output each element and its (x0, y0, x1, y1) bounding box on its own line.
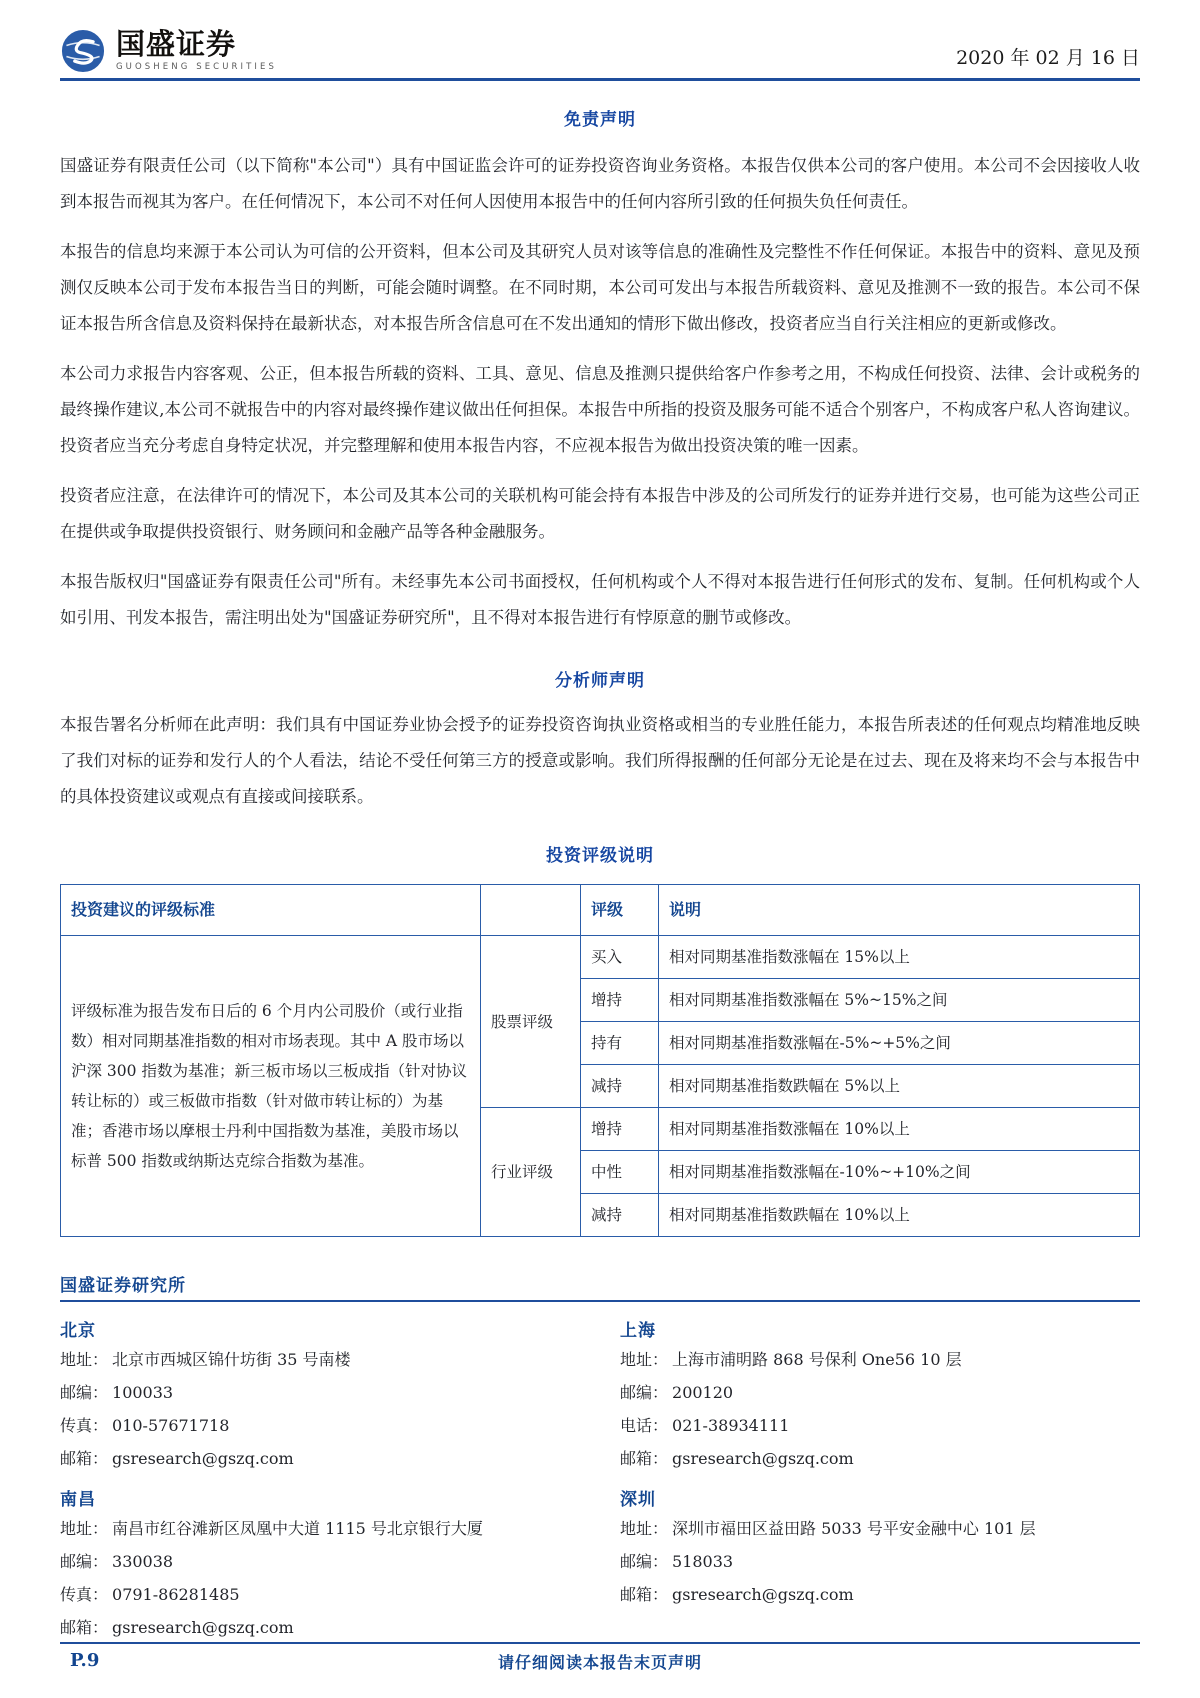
rating-description: 相对同期基准指数涨幅在-10%~+10%之间 (659, 1151, 1140, 1194)
contact-label: 邮编： (60, 1383, 109, 1402)
contact-label: 传真： (60, 1585, 109, 1604)
contact-value: 南昌市红谷滩新区凤凰中大道 1115 号北京银行大厦 (112, 1519, 483, 1538)
contact-line (60, 1442, 600, 1475)
table-header-criteria: 投资建议的评级标准 (61, 885, 481, 936)
contact-line (620, 1376, 1140, 1409)
rating-grade: 增持 (581, 1108, 659, 1151)
contact-label: 邮箱： (60, 1449, 109, 1468)
contact-line (60, 1409, 600, 1442)
contact-office-beijing (60, 1306, 600, 1475)
contact-value: 0791-86281485 (112, 1585, 240, 1604)
page-content (60, 0, 1140, 1644)
office-city: 深圳 (620, 1490, 656, 1510)
contact-label: 邮编： (620, 1383, 669, 1402)
contact-value: 100033 (112, 1383, 174, 1402)
contact-line (620, 1409, 1140, 1442)
contact-value: 200120 (672, 1383, 734, 1402)
contact-label: 邮编： (620, 1552, 669, 1571)
disclaimer-paragraph: 本报告的信息均来源于本公司认为可信的公开资料，但本公司及其研究人员对该等信息的准确性及完整性不作任何保证。本报告中的资料、意见及预测仅反映本公司于发布本报告当日的判断，可能会随时调整。在不同时期，本公司可发出与本报告所载资料、意见及推测不一致的报告。本公司不保证本报告所含信息及资料保持在最新状态，对本报告所含信息可在不发出通知的情形下做出修改，投资者应当自行关注相应的更新或修改。 (60, 242, 1140, 333)
rating-grade: 增持 (581, 979, 659, 1022)
table-header-description: 说明 (659, 885, 1140, 936)
rating-description: 相对同期基准指数涨幅在 15%以上 (659, 936, 1140, 979)
rating-description: 相对同期基准指数涨幅在-5%~+5%之间 (659, 1022, 1140, 1065)
contact-line (60, 1512, 600, 1545)
contact-email[interactable]: gsresearch@gszq.com (112, 1449, 294, 1468)
brand-name-cn: 国盛证券 (116, 27, 237, 62)
contact-label: 地址： (620, 1350, 669, 1369)
contact-label: 电话： (620, 1416, 669, 1435)
analyst-statement-body (60, 707, 1140, 815)
contacts-grid (60, 1306, 1140, 1644)
footer-note: 请仔细阅读本报告末页声明 (497, 1653, 702, 1672)
contact-email[interactable]: gsresearch@gszq.com (672, 1585, 854, 1604)
investment-rating-table (60, 884, 1140, 1237)
rating-grade: 持有 (581, 1022, 659, 1065)
disclaimer-paragraph: 国盛证券有限责任公司（以下简称"本公司"）具有中国证监会许可的证券投资咨询业务资格。本报告仅供本公司的客户使用。本公司不会因接收人收到本报告而视其为客户。在任何情况下，本公司不对任何人因使用本报告中的任何内容所引致的任何损失负任何责任。 (60, 156, 1140, 211)
office-city: 上海 (620, 1321, 656, 1341)
report-date: 2020 年 02 月 16 日 (956, 47, 1140, 69)
contact-value: 上海市浦明路 868 号保利 One56 10 层 (672, 1350, 962, 1369)
table-header-group (481, 885, 581, 936)
contact-label: 邮箱： (620, 1449, 669, 1468)
rating-group-stock: 股票评级 (481, 936, 581, 1108)
contact-office-shanghai (600, 1306, 1140, 1475)
rating-group-industry: 行业评级 (481, 1108, 581, 1237)
table-header-grade: 评级 (581, 885, 659, 936)
contact-label: 地址： (60, 1519, 109, 1538)
rating-grade: 中性 (581, 1151, 659, 1194)
contact-line (620, 1343, 1140, 1376)
company-logo (60, 28, 277, 74)
rating-grade: 减持 (581, 1065, 659, 1108)
contact-label: 邮编： (60, 1552, 109, 1571)
contact-line (60, 1376, 600, 1409)
contact-value: 330038 (112, 1552, 174, 1571)
header-divider (60, 78, 1140, 81)
rating-table-title: 投资评级说明 (546, 846, 654, 866)
contact-line (620, 1512, 1140, 1545)
contact-value: 010-57671718 (112, 1416, 230, 1435)
table-row (61, 936, 1140, 979)
rating-description: 相对同期基准指数跌幅在 10%以上 (659, 1194, 1140, 1237)
contact-value: 021-38934111 (672, 1416, 790, 1435)
contact-label: 邮箱： (620, 1585, 669, 1604)
contact-line (60, 1545, 600, 1578)
contact-line (620, 1545, 1140, 1578)
contacts-divider (60, 1300, 1140, 1302)
contact-office-shenzhen (600, 1475, 1140, 1644)
rating-criteria-text: 评级标准为报告发布日后的 6 个月内公司股价（或行业指数）相对同期基准指数的相对市场表现。其中 A 股市场以沪深 300 指数为基准；新三板市场以三板成指（针对协议转让标的）或三板做市指数（针对做市转让标的）为基准；香港市场以摩根士丹利中国指数为基准，美股市场以标普 500 指数或纳斯达克综合指数为基准。 (61, 936, 481, 1237)
contact-label: 邮箱： (60, 1618, 109, 1637)
contact-label: 地址： (620, 1519, 669, 1538)
disclaimer-paragraph: 投资者应注意，在法律许可的情况下，本公司及其本公司的关联机构可能会持有本报告中涉及的公司所发行的证券并进行交易，也可能为这些公司正在提供或争取提供投资银行、财务顾问和金融产品等各种金融服务。 (60, 486, 1140, 541)
contact-label: 地址： (60, 1350, 109, 1369)
contact-email[interactable]: gsresearch@gszq.com (672, 1449, 854, 1468)
research-institute-name: 国盛证券研究所 (60, 1276, 186, 1296)
brand-text (116, 27, 278, 73)
contact-value: 518033 (672, 1552, 734, 1571)
table-header-row (61, 885, 1140, 936)
rating-description: 相对同期基准指数涨幅在 5%~15%之间 (659, 979, 1140, 1022)
contact-value: 北京市西城区锦什坊街 35 号南楼 (112, 1350, 351, 1369)
footer-row (60, 1650, 1140, 1676)
office-city: 北京 (60, 1321, 96, 1341)
contact-line (60, 1611, 600, 1644)
contact-value: 深圳市福田区益田路 5033 号平安金融中心 101 层 (672, 1519, 1036, 1538)
footer-divider (60, 1642, 1140, 1644)
disclaimer-body (60, 148, 1140, 636)
brand-name-en: GUOSHENG SECURITIES (116, 62, 278, 73)
disclaimer-paragraph: 本报告版权归"国盛证券有限责任公司"所有。未经事先本公司书面授权，任何机构或个人不得对本报告进行任何形式的发布、复制。任何机构或个人如引用、刊发本报告，需注明出处为"国盛证券研究所"，且不得对本报告进行有悖原意的删节或修改。 (60, 572, 1140, 627)
office-city: 南昌 (60, 1490, 96, 1510)
contacts-section (60, 1271, 1140, 1644)
contact-email[interactable]: gsresearch@gszq.com (112, 1618, 294, 1637)
page-header (60, 0, 1140, 74)
contact-label: 传真： (60, 1416, 109, 1435)
contact-line (620, 1578, 1140, 1611)
analyst-statement-title: 分析师声明 (555, 671, 645, 691)
page-number: P.9 (70, 1650, 100, 1671)
analyst-statement-paragraph: 本报告署名分析师在此声明：我们具有中国证券业协会授予的证券投资咨询执业资格或相当的专业胜任能力，本报告所表述的任何观点均精准地反映了我们对标的证券和发行人的个人看法，结论不受任何第三方的授意或影响。我们所得报酬的任何部分无论是在过去、现在及将来均不会与本报告中的具体投资建议或观点有直接或间接联系。 (60, 715, 1140, 806)
page-footer (60, 1642, 1140, 1676)
guosheng-logo-icon (60, 28, 106, 74)
contact-line (60, 1343, 600, 1376)
rating-description: 相对同期基准指数涨幅在 10%以上 (659, 1108, 1140, 1151)
contact-office-nanchang (60, 1475, 600, 1644)
contact-line (60, 1578, 600, 1611)
contact-line (620, 1442, 1140, 1475)
rating-grade: 买入 (581, 936, 659, 979)
disclaimer-title: 免责声明 (564, 110, 636, 130)
disclaimer-paragraph: 本公司力求报告内容客观、公正，但本报告所载的资料、工具、意见、信息及推测只提供给客户作参考之用，不构成任何投资、法律、会计或税务的最终操作建议,本公司不就报告中的内容对最终操作建议做出任何担保。本报告中所指的投资及服务可能不适合个别客户，不构成客户私人咨询建议。投资者应当充分考虑自身特定状况，并完整理解和使用本报告内容，不应视本报告为做出投资决策的唯一因素。 (60, 364, 1140, 455)
rating-description: 相对同期基准指数跌幅在 5%以上 (659, 1065, 1140, 1108)
rating-grade: 减持 (581, 1194, 659, 1237)
